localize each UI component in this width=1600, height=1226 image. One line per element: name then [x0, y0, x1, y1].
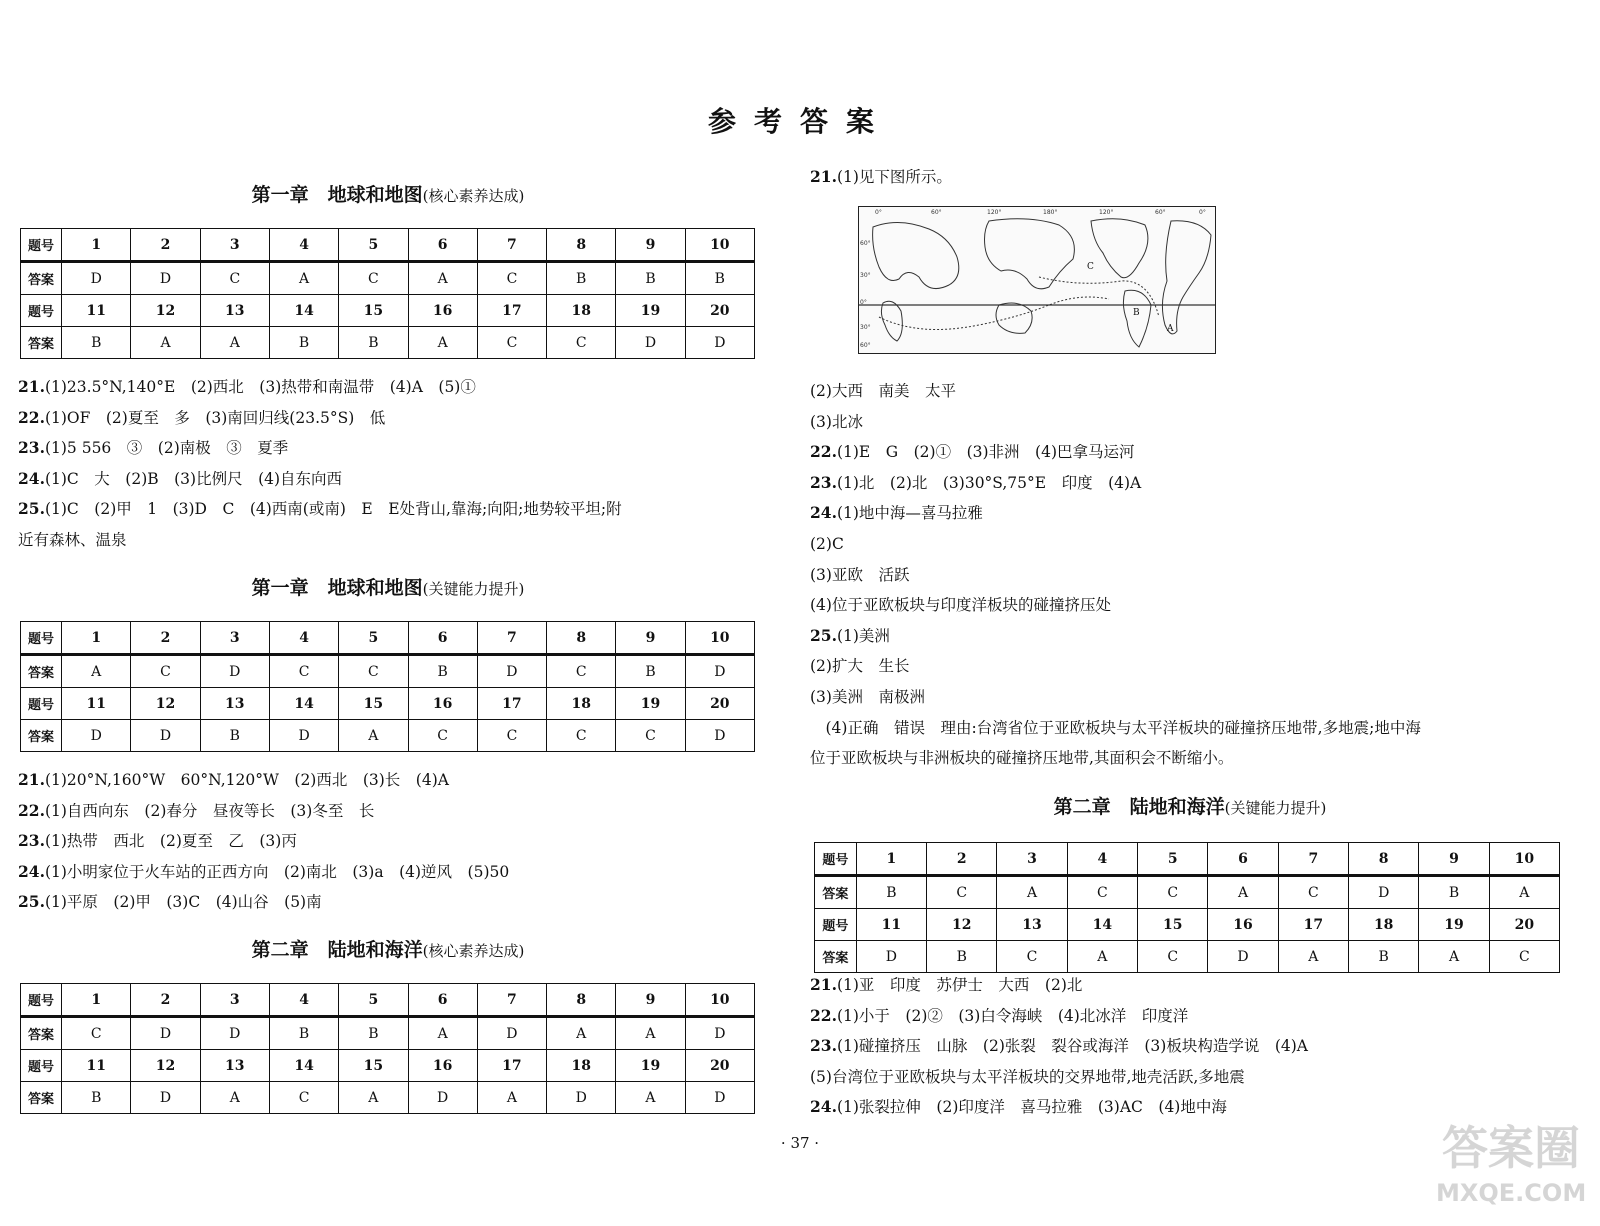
answer-cell: A	[131, 327, 200, 359]
question-number-cell: 12	[131, 295, 200, 327]
map-tick: 0°	[875, 209, 882, 216]
question-number: 21.	[810, 167, 837, 186]
question-number-cell: 13	[200, 295, 269, 327]
answer-cell: A	[547, 1017, 616, 1050]
answer-line	[810, 529, 1570, 560]
question-number-cell: 17	[477, 688, 546, 720]
question-number-cell: 7	[477, 984, 546, 1017]
question-number: 25.	[18, 499, 45, 519]
answer-text: (1)E G (2)① (3)非洲 (4)巴拿马运河	[836, 443, 1135, 462]
answer-text: (1)C 大 (2)B (3)比例尺 (4)自东向西	[44, 469, 343, 488]
question-number-cell: 14	[269, 688, 338, 720]
section-title: 第一章 地球和地图(关键能力提升)	[251, 577, 525, 599]
answer-cell: D	[547, 1082, 616, 1114]
map-tick: 60°	[1155, 209, 1166, 216]
answer-cell: A	[1419, 941, 1489, 973]
answer-cell: D	[856, 941, 926, 973]
question-number: 21.	[18, 377, 45, 396]
question-number-cell: 7	[1278, 843, 1348, 876]
label-answer: 答案	[21, 327, 62, 359]
question-number: 22.	[18, 800, 45, 820]
answer-cell: D	[685, 655, 754, 688]
answer-text: (4)位于亚欧板块与印度洋板块的碰撞挤压处	[810, 596, 1111, 615]
question-number-cell: 16	[408, 295, 477, 327]
question-number-cell: 19	[1419, 909, 1489, 941]
answer-line	[810, 560, 1570, 591]
continent-shape	[1162, 221, 1211, 334]
question-number-cell: 1	[62, 229, 131, 262]
question-number-cell: 20	[685, 1050, 754, 1082]
question-number: 22.	[810, 442, 837, 462]
answer-cell: D	[685, 327, 754, 359]
answer-cell: C	[927, 876, 997, 909]
question-number-cell: 3	[200, 229, 269, 262]
answer-cell: A	[1489, 876, 1559, 909]
answer-cell: C	[1489, 941, 1559, 973]
question-number-cell: 18	[547, 688, 616, 720]
answer-list	[18, 765, 758, 918]
question-number: 22.	[810, 1005, 837, 1025]
question-number: 23.	[810, 472, 837, 492]
answer-line	[810, 437, 1570, 468]
question-number-cell: 17	[477, 295, 546, 327]
question-number: 25.	[810, 625, 837, 645]
answer-cell: A	[200, 1082, 269, 1114]
answer-cell: B	[547, 262, 616, 295]
answer-line	[18, 494, 758, 525]
question-number-cell: 14	[269, 1050, 338, 1082]
answer-text: (3)美洲 南极洲	[810, 687, 925, 706]
answer-text: (1)自西向东 (2)春分 昼夜等长 (3)冬至 长	[44, 801, 375, 820]
question-number-cell: 14	[269, 295, 338, 327]
answer-cell: C	[408, 720, 477, 752]
map-tick: 0°	[860, 299, 867, 306]
answer-cell: C	[477, 720, 546, 752]
answer-cell: A	[269, 262, 338, 295]
answer-line	[810, 1031, 1570, 1062]
question-number-cell: 19	[616, 688, 685, 720]
answer-line	[810, 682, 1570, 713]
question-number-cell: 19	[616, 1050, 685, 1082]
route-line	[879, 297, 1109, 330]
continent-shape	[873, 222, 959, 288]
answer-cell: B	[269, 1017, 338, 1050]
watermark-url: MXQE.COM	[1436, 1179, 1587, 1207]
answer-text: (2)大西 南美 太平	[810, 382, 956, 400]
answer-cell: B	[339, 1017, 408, 1050]
answer-cell: A	[408, 1017, 477, 1050]
map-tick: 0°	[1199, 209, 1206, 216]
answer-line	[18, 887, 758, 918]
answer-text: 位于亚欧板块与非洲板块的碰撞挤压地带,其面积会不断缩小。	[810, 749, 1234, 768]
answer-table	[20, 621, 755, 752]
label-answer: 答案	[815, 941, 857, 973]
watermark-main: 答案圈	[1442, 1121, 1580, 1175]
label-answer: 答案	[21, 655, 62, 688]
answer-cell: A	[1067, 941, 1137, 973]
answer-text: (1)小明家位于火车站的正西方向 (2)南北 (3)a (4)逆风 (5)50	[44, 862, 510, 881]
question-number-cell: 20	[1489, 909, 1559, 941]
answer-text: (1)亚 印度 苏伊士 大西 (2)北	[836, 976, 1083, 994]
question-number: 24.	[810, 1097, 837, 1117]
answer-cell: B	[927, 941, 997, 973]
answer-line	[18, 372, 758, 403]
answer-cell: D	[685, 720, 754, 752]
question-number-cell: 15	[339, 295, 408, 327]
world-map	[858, 206, 1216, 354]
question-number-cell: 4	[1067, 843, 1137, 876]
question-number-cell: 2	[927, 843, 997, 876]
answer-cell: B	[1349, 941, 1419, 973]
question-number-cell: 11	[62, 688, 131, 720]
answer-cell: B	[408, 655, 477, 688]
question-number-cell: 16	[408, 688, 477, 720]
answer-cell: A	[1208, 876, 1278, 909]
answer-text: (1)平原 (2)甲 (3)C (4)山谷 (5)南	[44, 893, 322, 912]
question-number-cell: 5	[339, 229, 408, 262]
section-title: 第二章 陆地和海洋(核心素养达成)	[251, 939, 525, 961]
answer-cell: A	[997, 876, 1067, 909]
question-number-cell: 6	[408, 622, 477, 655]
question-number-cell: 9	[616, 622, 685, 655]
question-number-cell: 17	[477, 1050, 546, 1082]
question-number-cell: 12	[131, 1050, 200, 1082]
answer-text: (1)20°N,160°W 60°N,120°W (2)西北 (3)长 (4)A	[44, 771, 449, 789]
answer-list	[810, 970, 1570, 1123]
answer-cell: D	[685, 1082, 754, 1114]
answer-line	[18, 857, 758, 888]
question-number: 23.	[18, 831, 45, 851]
answer-line	[18, 464, 758, 495]
answer-cell: D	[200, 655, 269, 688]
answer-line	[18, 826, 758, 857]
question-number-cell: 16	[408, 1050, 477, 1082]
answer-text: (5)台湾位于亚欧板块与太平洋板块的交界地带,地壳活跃,多地震	[810, 1067, 1245, 1086]
answer-cell: D	[685, 1017, 754, 1050]
question-number-cell: 8	[547, 622, 616, 655]
answer-cell: D	[131, 1017, 200, 1050]
answer-cell: D	[200, 1017, 269, 1050]
question-number-cell: 12	[927, 909, 997, 941]
answer-line	[810, 1001, 1570, 1032]
answer-cell: B	[339, 327, 408, 359]
question-number: 21.	[810, 975, 837, 994]
question-number-cell: 19	[616, 295, 685, 327]
question-number-cell: 10	[685, 229, 754, 262]
question-number-cell: 4	[269, 984, 338, 1017]
question-number-cell: 6	[408, 229, 477, 262]
question-number-cell: 17	[1278, 909, 1348, 941]
answer-cell: D	[62, 720, 131, 752]
page-title: 参考答案	[707, 105, 892, 138]
question-number-cell: 1	[62, 984, 131, 1017]
answer-text: (1)张裂拉伸 (2)印度洋 喜马拉雅 (3)AC (4)地中海	[836, 1098, 1227, 1117]
map-tick: 120°	[987, 209, 1002, 216]
answer-line	[810, 743, 1570, 774]
answer-line	[18, 796, 758, 827]
question-number-cell: 15	[339, 688, 408, 720]
label-question-no: 题号	[21, 1050, 62, 1082]
answer-cell: C	[131, 655, 200, 688]
question-number-cell: 10	[685, 622, 754, 655]
question-number-cell: 14	[1067, 909, 1137, 941]
answer-cell: B	[856, 876, 926, 909]
answer-table	[814, 842, 1560, 973]
answer-cell: D	[477, 655, 546, 688]
label-answer: 答案	[815, 876, 857, 909]
answer-text: (1)碰撞挤压 山脉 (2)张裂 裂谷或海洋 (3)板块构造学说 (4)A	[836, 1037, 1308, 1056]
answer-cell: D	[1208, 941, 1278, 973]
question-number-cell: 1	[62, 622, 131, 655]
question-number-cell: 11	[62, 1050, 131, 1082]
answer-cell: B	[1419, 876, 1489, 909]
watermark-logo	[1436, 1118, 1586, 1218]
answer-cell: C	[1067, 876, 1137, 909]
answer-table	[20, 983, 755, 1114]
answer-line	[810, 621, 1570, 652]
label-answer: 答案	[21, 720, 62, 752]
question-number-cell: 6	[1208, 843, 1278, 876]
question-number-cell: 7	[477, 622, 546, 655]
answer-cell: D	[1349, 876, 1419, 909]
continent-shape	[996, 303, 1032, 333]
map-label: C	[1087, 262, 1094, 272]
answer-cell: C	[1138, 941, 1208, 973]
answer-line	[810, 468, 1570, 499]
answer-line	[18, 525, 758, 556]
question-number-cell: 3	[997, 843, 1067, 876]
answer-text: (1)小于 (2)② (3)白令海峡 (4)北冰洋 印度洋	[836, 1006, 1189, 1025]
answer-cell: C	[339, 655, 408, 688]
answer-cell: D	[131, 262, 200, 295]
map-tick: 60°	[931, 209, 942, 216]
label-question-no: 题号	[21, 295, 62, 327]
question-number: 24.	[18, 468, 45, 488]
answer-cell: B	[685, 262, 754, 295]
question-number-cell: 20	[685, 295, 754, 327]
answer-line	[810, 376, 1570, 407]
answer-cell: A	[616, 1082, 685, 1114]
answer-cell: C	[1138, 876, 1208, 909]
question-number-cell: 10	[1489, 843, 1559, 876]
answer-cell: D	[131, 1082, 200, 1114]
answer-cell: C	[62, 1017, 131, 1050]
answer-cell: D	[269, 720, 338, 752]
answer-text: (1)见下图所示。	[836, 168, 952, 186]
question-number-cell: 6	[408, 984, 477, 1017]
label-question-no: 题号	[21, 984, 62, 1017]
question-number: 24.	[810, 503, 837, 523]
page-number: · 37 ·	[780, 1134, 820, 1152]
label-question-no: 题号	[21, 688, 62, 720]
question-number-cell: 5	[1138, 843, 1208, 876]
answer-cell: D	[477, 1017, 546, 1050]
question-number-cell: 7	[477, 229, 546, 262]
map-label: B	[1133, 308, 1140, 318]
answer-list	[810, 162, 1570, 193]
question-number-cell: 4	[269, 622, 338, 655]
question-number-cell: 8	[547, 229, 616, 262]
answer-text: (1)5 556 ③ (2)南极 ③ 夏季	[44, 439, 289, 458]
question-number: 25.	[18, 892, 45, 912]
question-number-cell: 9	[616, 229, 685, 262]
question-number-cell: 2	[131, 622, 200, 655]
question-number: 23.	[810, 1036, 837, 1056]
answer-cell: B	[616, 655, 685, 688]
question-number: 23.	[18, 438, 45, 458]
map-tick: 30°	[860, 272, 871, 279]
answer-cell: A	[477, 1082, 546, 1114]
answer-cell: C	[269, 1082, 338, 1114]
section-title: 第二章 陆地和海洋(关键能力提升)	[1053, 796, 1327, 818]
question-number-cell: 3	[200, 622, 269, 655]
map-label: A	[1167, 324, 1174, 334]
answer-line	[18, 433, 758, 464]
answer-cell: B	[62, 327, 131, 359]
answer-line	[810, 498, 1570, 529]
answer-line	[810, 970, 1570, 1001]
answer-cell: C	[547, 720, 616, 752]
continent-shape	[1123, 290, 1151, 347]
map-left-ticks	[860, 240, 871, 349]
question-number-cell: 11	[62, 295, 131, 327]
question-number-cell: 1	[856, 843, 926, 876]
question-number-cell: 2	[131, 229, 200, 262]
question-number-cell: 5	[339, 984, 408, 1017]
answer-cell: C	[200, 262, 269, 295]
question-number-cell: 18	[547, 1050, 616, 1082]
world-map-drawing	[859, 207, 1215, 353]
answer-cell: A	[408, 262, 477, 295]
answer-line	[810, 1062, 1570, 1093]
question-number-cell: 18	[1349, 909, 1419, 941]
question-number-cell: 2	[131, 984, 200, 1017]
answer-cell: C	[1278, 876, 1348, 909]
answer-text: (1)OF (2)夏至 多 (3)南回归线(23.5°S) 低	[44, 408, 386, 427]
answer-cell: C	[477, 327, 546, 359]
answer-text: (3)北冰	[810, 412, 863, 431]
label-question-no: 题号	[815, 843, 857, 876]
continent-shape	[985, 219, 1075, 289]
question-number-cell: 8	[547, 984, 616, 1017]
answer-cell: B	[62, 1082, 131, 1114]
question-number-cell: 15	[1138, 909, 1208, 941]
question-number: 22.	[18, 407, 45, 427]
question-number-cell: 12	[131, 688, 200, 720]
answer-cell: C	[269, 655, 338, 688]
question-number-cell: 16	[1208, 909, 1278, 941]
answer-cell: A	[616, 1017, 685, 1050]
answer-text: 近有森林、温泉	[18, 530, 127, 549]
answer-line	[810, 713, 1570, 744]
answer-text: (1)北 (2)北 (3)30°S,75°E 印度 (4)A	[836, 473, 1142, 492]
answer-cell: B	[616, 262, 685, 295]
question-number-cell: 8	[1349, 843, 1419, 876]
question-number-cell: 13	[997, 909, 1067, 941]
label-answer: 答案	[21, 262, 62, 295]
question-number-cell: 11	[856, 909, 926, 941]
answer-text: (1)地中海—喜马拉雅	[836, 504, 983, 523]
answer-line	[810, 162, 1570, 193]
answer-cell: C	[997, 941, 1067, 973]
question-number: 21.	[18, 770, 45, 789]
answer-list	[810, 376, 1570, 774]
answer-text: (1)热带 西北 (2)夏至 乙 (3)丙	[44, 832, 297, 851]
question-number-cell: 18	[547, 295, 616, 327]
answer-text: (1)C (2)甲 1 (3)D C (4)西南(或南) E E处背山,靠海;向阳;地势较平坦;附	[44, 500, 622, 519]
answer-line	[18, 765, 758, 796]
question-number-cell: 3	[200, 984, 269, 1017]
answer-cell: D	[408, 1082, 477, 1114]
answer-line	[810, 590, 1570, 621]
answer-table	[20, 228, 755, 359]
label-question-no: 题号	[21, 229, 62, 262]
answer-cell: C	[339, 262, 408, 295]
answer-text: (2)C	[810, 534, 844, 553]
answer-cell: A	[339, 720, 408, 752]
question-number: 24.	[18, 861, 45, 881]
answer-line	[810, 407, 1570, 438]
map-tick: 120°	[1099, 209, 1114, 216]
answer-list	[18, 372, 758, 556]
question-number-cell: 10	[685, 984, 754, 1017]
question-number-cell: 9	[1419, 843, 1489, 876]
answer-line	[18, 403, 758, 434]
question-number-cell: 9	[616, 984, 685, 1017]
question-number-cell: 4	[269, 229, 338, 262]
question-number-cell: 15	[339, 1050, 408, 1082]
answer-cell: B	[200, 720, 269, 752]
answer-cell: A	[1278, 941, 1348, 973]
label-answer: 答案	[21, 1082, 62, 1114]
answer-cell: A	[62, 655, 131, 688]
question-number-cell: 5	[339, 622, 408, 655]
map-top-ticks	[875, 209, 1206, 216]
answer-text: (1)美洲	[836, 626, 890, 645]
label-answer: 答案	[21, 1017, 62, 1050]
answer-cell: C	[477, 262, 546, 295]
map-tick: 60°	[860, 240, 871, 247]
answer-cell: A	[339, 1082, 408, 1114]
answer-text: (2)扩大 生长	[810, 657, 910, 676]
answer-cell: D	[616, 327, 685, 359]
question-number-cell: 13	[200, 688, 269, 720]
answer-cell: D	[131, 720, 200, 752]
answer-cell: A	[200, 327, 269, 359]
continent-shape	[1091, 219, 1148, 278]
answer-cell: C	[547, 327, 616, 359]
map-tick: 60°	[860, 342, 871, 349]
label-question-no: 题号	[815, 909, 857, 941]
continent-shape	[881, 301, 902, 341]
map-tick: 180°	[1043, 209, 1058, 216]
answer-cell: B	[269, 327, 338, 359]
answer-cell: D	[62, 262, 131, 295]
answer-text: (3)亚欧 活跃	[810, 565, 910, 584]
answer-text: (4)正确 错误 理由:台湾省位于亚欧板块与太平洋板块的碰撞挤压地带,多地震;地中海	[810, 718, 1421, 737]
answer-line	[810, 651, 1570, 682]
question-number-cell: 20	[685, 688, 754, 720]
question-number-cell: 13	[200, 1050, 269, 1082]
label-question-no: 题号	[21, 622, 62, 655]
answer-cell: A	[408, 327, 477, 359]
section-title: 第一章 地球和地图(核心素养达成)	[251, 184, 525, 206]
answer-cell: C	[616, 720, 685, 752]
map-tick: 30°	[860, 324, 871, 331]
answer-cell: C	[547, 655, 616, 688]
answer-text: (1)23.5°N,140°E (2)西北 (3)热带和南温带 (4)A (5)①	[44, 378, 476, 396]
